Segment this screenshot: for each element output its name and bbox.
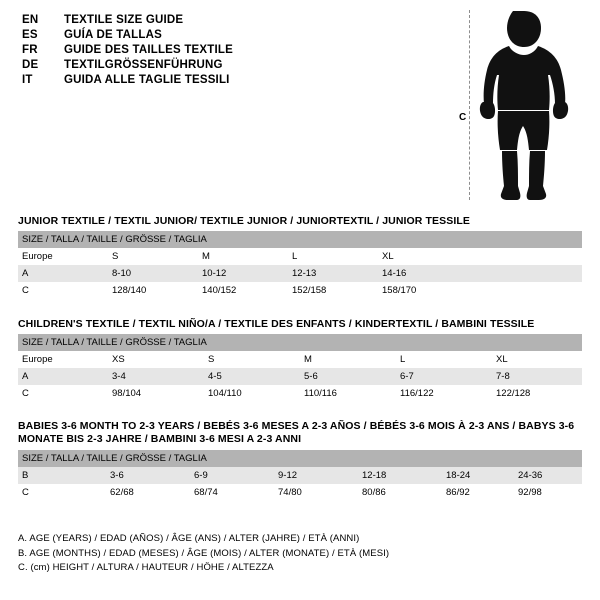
language-row	[22, 59, 442, 71]
cell: 3-4	[108, 368, 204, 385]
cell-empty	[468, 248, 582, 265]
size-header-label: SIZE / TALLA / TAILLE / GRÖSSE / TAGLIA	[18, 450, 582, 467]
cell: XL	[492, 351, 582, 368]
cell: 122/128	[492, 385, 582, 402]
cell: 98/104	[108, 385, 204, 402]
cell: S	[204, 351, 300, 368]
row-label: C	[18, 385, 108, 402]
legend-item-c: C. (cm) HEIGHT / ALTURA / HAUTEUR / HÖHE / ALTEZZA	[18, 562, 274, 573]
junior-size-table	[18, 231, 582, 299]
children-size-table	[18, 334, 582, 402]
table-row	[18, 368, 582, 385]
language-row	[22, 14, 442, 26]
cell: L	[288, 248, 378, 265]
section-children	[18, 318, 582, 402]
language-row	[22, 44, 442, 56]
legend-item-b: B. AGE (MONTHS) / EDAD (MESES) / ÂGE (MOIS) / ALTER (MONATE) / ETÀ (MESI)	[18, 547, 390, 559]
child-silhouette-icon	[477, 8, 587, 203]
language-code: ES	[22, 29, 38, 41]
table-row	[18, 351, 582, 368]
table-row	[18, 248, 582, 265]
cell: S	[108, 248, 198, 265]
cell: 10-12	[198, 265, 288, 282]
cell: 92/98	[514, 484, 582, 501]
cell: 74/80	[274, 484, 358, 501]
section-title: BABIES 3-6 MONTH TO 2-3 YEARS / BEBÉS 3-6 MESES A 2-3 AÑOS / BÉBÉS 3-6 MOIS À 2-3 ANS / BABYS 3-6 MONATE BIS 2-3 JAHRE / BAMBINI 3-6 MESI A 2-3 ANNI	[18, 420, 575, 445]
language-code: FR	[22, 44, 38, 56]
cell: 24-36	[514, 467, 582, 484]
row-label: C	[18, 282, 108, 299]
cell: 14-16	[378, 265, 468, 282]
language-row	[22, 74, 442, 86]
language-title: GUIDE DES TAILLES TEXTILE	[64, 44, 233, 56]
size-header-label: SIZE / TALLA / TAILLE / GRÖSSE / TAGLIA	[18, 334, 582, 351]
section-title: JUNIOR TEXTILE / TEXTIL JUNIOR/ TEXTILE JUNIOR / JUNIORTEXTIL / JUNIOR TESSILE	[18, 215, 470, 227]
cell: 110/116	[300, 385, 396, 402]
table-header-row	[18, 231, 582, 248]
language-title: TEXTILGRÖSSENFÜHRUNG	[64, 59, 223, 71]
cell: 5-6	[300, 368, 396, 385]
cell: 80/86	[358, 484, 442, 501]
table-row	[18, 265, 582, 282]
language-code: DE	[22, 59, 39, 71]
cell: 152/158	[288, 282, 378, 299]
legend-item-a: A. AGE (YEARS) / EDAD (AÑOS) / ÂGE (ANS) / ALTER (JAHRE) / ETÀ (ANNI)	[18, 533, 360, 544]
section-title: CHILDREN'S TEXTILE / TEXTIL NIÑO/A / TEXTILE DES ENFANTS / KINDERTEXTIL / BAMBINI TESSILE	[18, 318, 535, 330]
row-label: A	[18, 265, 108, 282]
cell: 4-5	[204, 368, 300, 385]
section-babies	[18, 420, 582, 501]
language-code: EN	[22, 14, 39, 26]
height-measure-line	[469, 10, 470, 200]
table-header-row	[18, 334, 582, 351]
cell: 6-7	[396, 368, 492, 385]
language-title: TEXTILE SIZE GUIDE	[64, 14, 184, 26]
cell: 3-6	[106, 467, 190, 484]
cell: 18-24	[442, 467, 514, 484]
size-header-label: SIZE / TALLA / TAILLE / GRÖSSE / TAGLIA	[18, 231, 582, 248]
cell: 104/110	[204, 385, 300, 402]
language-title: GUÍA DE TALLAS	[64, 29, 162, 41]
cell: 9-12	[274, 467, 358, 484]
table-header-row	[18, 450, 582, 467]
cell: 116/122	[396, 385, 492, 402]
table-row	[18, 385, 582, 402]
language-header	[22, 14, 442, 89]
cell: 68/74	[190, 484, 274, 501]
cell: 140/152	[198, 282, 288, 299]
cell: XS	[108, 351, 204, 368]
cell-empty	[468, 265, 582, 282]
cell: 8-10	[108, 265, 198, 282]
table-row	[18, 282, 582, 299]
row-label: Europe	[18, 248, 108, 265]
cell: M	[198, 248, 288, 265]
measurement-figure	[455, 8, 590, 203]
cell: 12-18	[358, 467, 442, 484]
cell: XL	[378, 248, 468, 265]
section-junior	[18, 215, 582, 299]
row-label: C	[18, 484, 106, 501]
row-label: B	[18, 467, 106, 484]
table-row	[18, 484, 582, 501]
language-row	[22, 29, 442, 41]
cell: 7-8	[492, 368, 582, 385]
cell: 158/170	[378, 282, 468, 299]
cell: L	[396, 351, 492, 368]
table-row	[18, 467, 582, 484]
cell-empty	[468, 282, 582, 299]
legend	[18, 533, 582, 577]
cell: 62/68	[106, 484, 190, 501]
language-code: IT	[22, 74, 33, 86]
cell: 6-9	[190, 467, 274, 484]
measure-label-c: C	[459, 112, 467, 123]
row-label: Europe	[18, 351, 108, 368]
row-label: A	[18, 368, 108, 385]
cell: 12-13	[288, 265, 378, 282]
language-title: GUIDA ALLE TAGLIE TESSILI	[64, 74, 230, 86]
cell: 128/140	[108, 282, 198, 299]
babies-size-table	[18, 450, 582, 501]
cell: M	[300, 351, 396, 368]
cell: 86/92	[442, 484, 514, 501]
